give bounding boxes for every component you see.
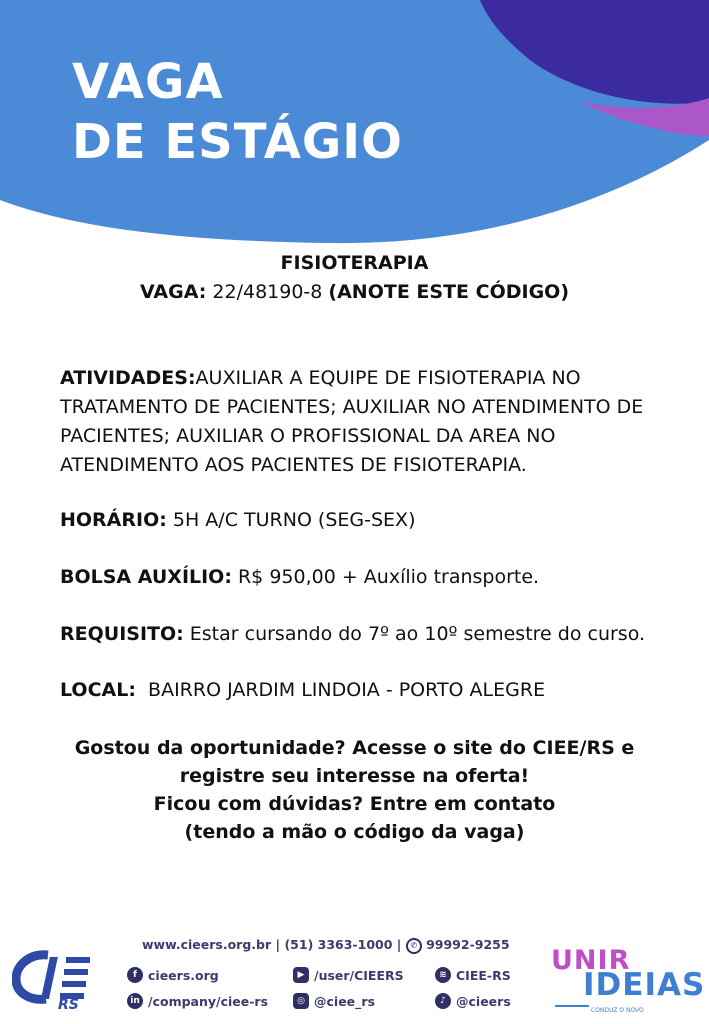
tiktok-icon: ♪ <box>435 993 451 1009</box>
activities-label: ATIVIDADES: <box>60 367 196 389</box>
ciee-logo <box>12 947 94 1019</box>
cta-line-4: (tendo a mão o código da vaga) <box>184 821 525 843</box>
unir-logo-bottom: IDEIAS <box>583 967 706 1003</box>
contact-line <box>142 937 510 954</box>
job-code-note: (ANOTE ESTE CÓDIGO) <box>328 281 570 303</box>
activities-block <box>60 364 672 480</box>
title-line-2: DE ESTÁGIO <box>72 114 403 170</box>
location-value: BAIRRO JARDIM LINDOIA - PORTO ALEGRE <box>148 679 546 701</box>
social-tiktok[interactable] <box>435 993 511 1009</box>
separator: | <box>396 937 402 952</box>
unir-ideias-logo <box>547 945 706 1023</box>
stipend-row <box>60 563 672 592</box>
facebook-icon: f <box>127 967 143 983</box>
youtube-handle: /user/CIEERS <box>314 967 404 983</box>
cta-line-1: Gostou da oportunidade? Acesse o site do CIEE/RS e <box>74 737 635 759</box>
social-facebook[interactable] <box>127 967 219 983</box>
footer <box>0 925 709 1024</box>
activities-text-4: ATENDIMENTO AOS PACIENTES DE FISIOTERAPIA. <box>60 454 527 476</box>
job-code-label: VAGA: <box>139 281 207 303</box>
social-linkedin[interactable] <box>127 993 268 1009</box>
stipend-value: R$ 950,00 + Auxílio transporte. <box>237 566 540 588</box>
title-line-1: VAGA <box>72 54 224 110</box>
spotify-handle: CIEE-RS <box>456 967 511 983</box>
spotify-icon: ≋ <box>435 967 451 983</box>
social-instagram[interactable] <box>293 993 375 1009</box>
job-code-line <box>0 281 709 303</box>
requirement-row <box>60 620 672 649</box>
header-banner <box>0 0 709 250</box>
social-youtube[interactable] <box>293 967 404 983</box>
cta-line-3: Ficou com dúvidas? Entre em contato <box>153 793 556 815</box>
stipend-label: BOLSA AUXÍLIO: <box>60 566 232 588</box>
social-spotify[interactable] <box>435 967 511 983</box>
unir-logo-top: UNIR <box>551 945 631 976</box>
cta-line-2: registre seu interesse na oferta! <box>179 765 530 787</box>
call-to-action <box>0 734 709 846</box>
separator: | <box>275 937 281 952</box>
requirement-value: Estar cursando do 7º ao 10º semestre do curso. <box>189 623 646 645</box>
page-title <box>72 52 403 172</box>
phone-number[interactable]: (51) 3363-1000 <box>284 937 393 952</box>
schedule-row <box>60 506 672 535</box>
instagram-icon: ◎ <box>293 993 309 1009</box>
unir-logo-rule <box>555 1005 589 1007</box>
activities-text-1: AUXILIAR A EQUIPE DE FISIOTERAPIA NO <box>195 367 581 389</box>
instagram-handle: @ciee_rs <box>314 993 376 1009</box>
job-title: FISIOTERAPIA <box>280 252 429 274</box>
unir-logo-tagline: CONDUZ O NOVO <box>591 1007 644 1014</box>
whatsapp-number[interactable]: 99992-9255 <box>426 937 510 952</box>
whatsapp-icon: ✆ <box>406 938 422 954</box>
requirement-label: REQUISITO: <box>60 623 184 645</box>
ciee-logo-sub: RS <box>58 997 79 1013</box>
schedule-value: 5H A/C TURNO (SEG-SEX) <box>172 509 416 531</box>
activities-row-1 <box>60 364 672 393</box>
ciee-logo-mark <box>12 947 94 1019</box>
location-row <box>60 676 672 705</box>
activities-text-3: PACIENTES; AUXILIAR O PROFISSIONAL DA AREA NO <box>60 425 556 447</box>
youtube-icon: ▶ <box>293 967 309 983</box>
linkedin-icon: in <box>127 993 143 1009</box>
activities-text-2: TRATAMENTO DE PACIENTES; AUXILIAR NO ATENDIMENTO DE <box>60 396 644 418</box>
facebook-handle: cieers.org <box>148 967 219 983</box>
linkedin-handle: /company/ciee-rs <box>148 993 269 1009</box>
tiktok-handle: @cieers <box>456 993 511 1009</box>
site-link[interactable]: www.cieers.org.br <box>142 937 272 952</box>
job-code-value: 22/48190-8 <box>212 281 323 303</box>
location-label: LOCAL: <box>60 679 136 701</box>
schedule-label: HORÁRIO: <box>60 509 167 531</box>
